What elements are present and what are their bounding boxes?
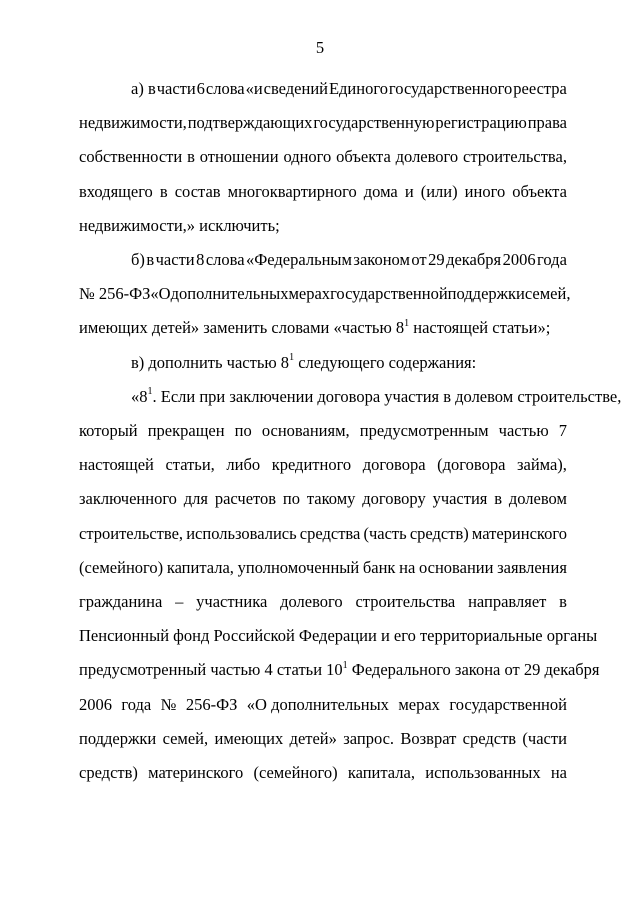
text-line: Пенсионный фонд Российской Федерации и его территориальные органы (79, 626, 598, 646)
text-line: недвижимости, подтверждающих государственную регистрацию права (79, 113, 567, 133)
text-line: строительстве, использовались средства (часть средств) материнского (79, 523, 567, 543)
document-body (79, 72, 622, 790)
text-line: настоящей статьи, либо кредитного договора (договора займа), (79, 455, 567, 475)
text-line: № 256-ФЗ «О дополнительных мерах государственной поддержки семей, (79, 284, 571, 304)
text-line: б) в части 8 слова «Федеральным законом от 29 декабря 2006 года (131, 250, 567, 270)
text-line: а) в части 6 слова «и сведений Единого государственного реестра (131, 79, 567, 98)
paragraph-c (79, 346, 567, 380)
text-line: в) дополнить частью $8^1$ следующего содержания: (131, 352, 477, 372)
text-line: собственности в отношении одного объекта долевого строительства, (79, 147, 567, 167)
paragraph-part-8-1 (79, 380, 622, 790)
text-line: средств) материнского (семейного) капитала, использованных на (79, 763, 567, 783)
page-number: 5 (315, 38, 325, 57)
text-line: предусмотренный частью 4 статьи $10^1$ Федерального закона от 29 декабря (79, 659, 600, 680)
text-line: имеющих детей» заменить словами «частью $8^1$ настоящей статьи»; (79, 317, 551, 338)
text-line: заключенного для расчетов по такому договору участия в долевом (79, 489, 567, 509)
superscript: 1 (342, 659, 348, 671)
text-line: поддержки семей, имеющих детей» запрос. Возврат средств (части (79, 728, 567, 748)
superscript: 1 (289, 352, 295, 364)
superscript: 1 (147, 386, 153, 398)
text-line: гражданина – участника долевого строительства направляет в (79, 592, 567, 612)
text-line: недвижимости,» исключить; (79, 215, 280, 235)
paragraph-a (79, 72, 567, 243)
text-line: «$8^1$. Если при заключении договора участия в долевом строительстве, (131, 386, 622, 406)
paragraph-b (79, 243, 571, 346)
text-line: (семейного) капитала, уполномоченный банк на основании заявления (79, 557, 567, 577)
text-line: который прекращен по основаниям, предусмотренным частью 7 (79, 421, 567, 441)
text-line: входящего в состав многоквартирного дома и (или) иного объекта (79, 181, 567, 201)
superscript: 1 (404, 317, 410, 329)
text-line: 2006 года № 256-ФЗ «О дополнительных мерах государственной (79, 694, 567, 714)
